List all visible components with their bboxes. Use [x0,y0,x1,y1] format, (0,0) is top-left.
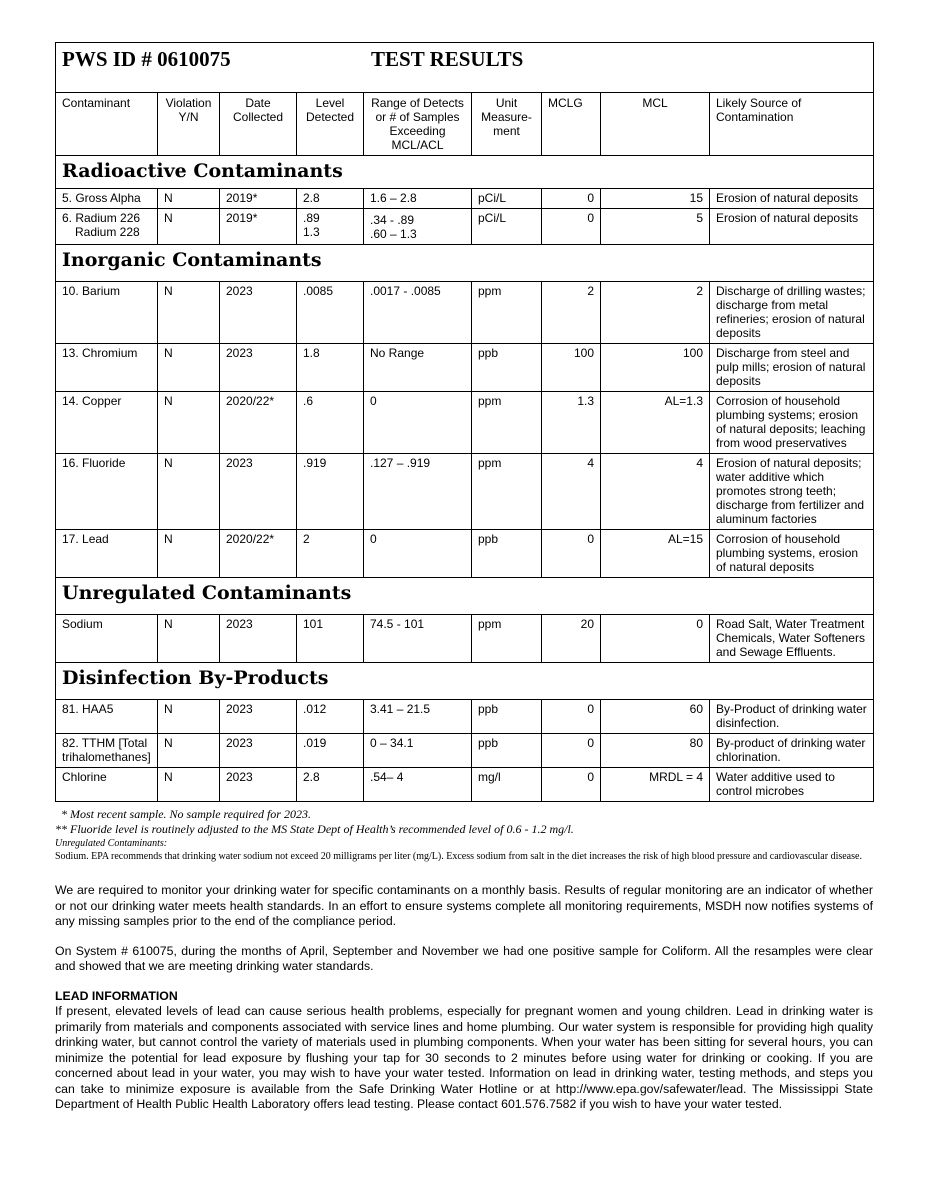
level-line: 1.3 [303,225,320,239]
cell-unit: ppb [472,530,542,578]
cell-mcl: MRDL = 4 [601,768,710,802]
footnote-unregulated-heading: Unregulated Contaminants: [55,838,168,849]
contaminant-line: 6. Radium 226 [62,211,141,225]
table-row [56,189,874,209]
cell-unit: ppm [472,454,542,530]
cell-source: Discharge from steel and pulp mills; erosion of natural deposits [710,344,874,392]
cell-unit: ppm [472,392,542,454]
table-row [56,768,874,802]
table-row [56,615,874,663]
section-dbp [56,663,874,700]
cell-mcl: AL=15 [601,530,710,578]
cell-source: Water additive used to control microbes [710,768,874,802]
level-line: .89 [303,211,320,225]
cell-mcl: 15 [601,189,710,209]
cell-mclg: 2 [542,282,601,344]
cell-date: 2023 [220,700,297,734]
section-heading: Radioactive Contaminants [56,156,874,189]
cell-mclg: 0 [542,768,601,802]
cell-contaminant: 10. Barium [56,282,158,344]
col-level: Level Detected [297,93,364,156]
coliform-paragraph: On System # 610075, during the months of April, September and November we had one positive sample for Coliform. All the resamples were clear and showed that we are meeting drinking water standards. [55,943,873,973]
cell-mclg: 1.3 [542,392,601,454]
test-results-table [55,42,874,802]
col-source: Likely Source of Contamination [710,93,874,156]
footnote-recent-sample: * Most recent sample. No sample required for 2023. [61,807,311,821]
cell-mcl: 4 [601,454,710,530]
footnote-fluoride: ** Fluoride level is routinely adjusted to the MS State Dept of Health’s recommended level of 0.6 - 1.2 mg/l. [55,822,574,836]
cell-contaminant: 17. Lead [56,530,158,578]
table-row [56,282,874,344]
cell-source: Erosion of natural deposits [710,189,874,209]
cell-source: By-product of drinking water chlorination. [710,734,874,768]
cell-source: Erosion of natural deposits; water additive which promotes strong teeth; discharge from fertilizer and aluminum factories [710,454,874,530]
col-date: Date Collected [220,93,297,156]
cell-range: 3.41 – 21.5 [364,700,472,734]
cell-violation: N [158,392,220,454]
range-line: .60 – 1.3 [370,227,417,241]
cell-mclg: 20 [542,615,601,663]
cell-mcl: 100 [601,344,710,392]
cell-unit: ppm [472,282,542,344]
cell-range: No Range [364,344,472,392]
cell-mclg: 0 [542,530,601,578]
col-contaminant: Contaminant [56,93,158,156]
cell-violation: N [158,344,220,392]
cell-date: 2023 [220,454,297,530]
cell-violation: N [158,189,220,209]
cell-contaminant: 82. TTHM [Total trihalomethanes] [56,734,158,768]
cell-source: Corrosion of household plumbing systems, erosion of natural deposits [710,530,874,578]
col-mclg: MCLG [542,93,601,156]
cell-range: 0 [364,530,472,578]
cell-date: 2019* [220,209,297,245]
pws-id: PWS ID # 0610075 [62,47,231,71]
cell-date: 2020/22* [220,392,297,454]
cell-unit: pCi/L [472,209,542,245]
table-row [56,530,874,578]
range-line: .34 - .89 [370,213,415,227]
cell-mclg: 0 [542,189,601,209]
cell-unit: ppm [472,615,542,663]
cell-level: 2.8 [297,189,364,209]
contaminant-line: Radium 228 [75,225,140,239]
cell-level: 101 [297,615,364,663]
cell-contaminant [56,209,158,245]
cell-violation: N [158,282,220,344]
cell-range [364,209,472,245]
section-unregulated [56,578,874,615]
cell-unit: mg/l [472,768,542,802]
cell-range: 0 – 34.1 [364,734,472,768]
title-row [56,43,874,93]
cell-range: .127 – .919 [364,454,472,530]
cell-level: .6 [297,392,364,454]
cell-source: Corrosion of household plumbing systems; erosion of natural deposits; leaching from wood preservatives [710,392,874,454]
table-row [56,392,874,454]
cell-date: 2019* [220,189,297,209]
cell-range: .0017 - .0085 [364,282,472,344]
cell-range: .54– 4 [364,768,472,802]
cell-contaminant: 81. HAA5 [56,700,158,734]
cell-level: 2 [297,530,364,578]
table-title: TEST RESULTS [371,47,524,71]
cell-unit: ppb [472,734,542,768]
cell-source: Road Salt, Water Treatment Chemicals, Water Softeners and Sewage Effluents. [710,615,874,663]
cell-contaminant: Chlorine [56,768,158,802]
cell-contaminant: 16. Fluoride [56,454,158,530]
table-row [56,454,874,530]
footnote-sodium: Sodium. EPA recommends that drinking water sodium not exceed 20 milligrams per liter (mg/L). Excess sodium from salt in the diet increases the risk of high blood pressure and cardiovascular disease. [55,851,862,862]
cell-violation: N [158,768,220,802]
col-range: Range of Detects or # of Samples Exceeding MCL/ACL [364,93,472,156]
cell-contaminant: 13. Chromium [56,344,158,392]
cell-source: Erosion of natural deposits [710,209,874,245]
cell-level: .012 [297,700,364,734]
lead-information-heading: LEAD INFORMATION [55,988,178,1003]
table-row [56,209,874,245]
table-row [56,734,874,768]
cell-contaminant: Sodium [56,615,158,663]
cell-date: 2023 [220,344,297,392]
monitoring-paragraph: We are required to monitor your drinking water for specific contaminants on a monthly basis. Results of regular monitoring are an indicator of whether or not our drinking water meets health standards. In an effort to ensure systems complete all monitoring requirements, MSDH now notifies systems of any missing samples prior to the end of the compliance period. [55,883,873,928]
cell-violation: N [158,734,220,768]
cell-level: .919 [297,454,364,530]
table-row [56,344,874,392]
cell-mclg: 0 [542,209,601,245]
cell-level: 2.8 [297,768,364,802]
column-header-row [56,93,874,156]
cell-mcl: 60 [601,700,710,734]
lead-information-paragraph: If present, elevated levels of lead can cause serious health problems, especially for pregnant women and young children. Lead in drinking water is primarily from materials and components associated with service lines and home plumbing. Our water system is responsible for providing high quality drinking water, but cannot control the variety of materials used in plumbing components. When your water has been sitting for several hours, you can minimize the potential for lead exposure by flushing your tap for 30 seconds to 2 minutes before using water for drinking or cooking. If you are concerned about lead in your water, you may wish to have your water tested. Information on lead in drinking water, testing methods, and steps you can take to minimize exposure is available from the Safe Drinking Water Hotline or at http://www.epa.gov/safewater/lead. The Mississippi State Department of Health Public Health Laboratory offers lead testing. Please contact 601.576.7582 if you wish to have your water tested. [55,1004,873,1111]
cell-source: Discharge of drilling wastes; discharge from metal refineries; erosion of natural deposits [710,282,874,344]
cell-range: 0 [364,392,472,454]
section-radioactive [56,156,874,189]
col-violation: Violation Y/N [158,93,220,156]
cell-mclg: 4 [542,454,601,530]
footnotes [55,807,873,863]
cell-mclg: 0 [542,700,601,734]
cell-level: .0085 [297,282,364,344]
cell-contaminant: 14. Copper [56,392,158,454]
cell-source: By-Product of drinking water disinfection. [710,700,874,734]
document-page [55,42,873,1113]
cell-date: 2020/22* [220,530,297,578]
section-heading: Unregulated Contaminants [56,578,874,615]
col-mcl: MCL [601,93,710,156]
cell-mcl: 5 [601,209,710,245]
cell-mcl: AL=1.3 [601,392,710,454]
cell-mclg: 0 [542,734,601,768]
cell-level: 1.8 [297,344,364,392]
table-row [56,700,874,734]
cell-mcl: 2 [601,282,710,344]
cell-unit: pCi/L [472,189,542,209]
cell-mclg: 100 [542,344,601,392]
cell-violation: N [158,615,220,663]
cell-level: .019 [297,734,364,768]
cell-violation: N [158,209,220,245]
cell-violation: N [158,454,220,530]
cell-date: 2023 [220,282,297,344]
col-unit: Unit Measure-ment [472,93,542,156]
cell-range: 74.5 - 101 [364,615,472,663]
cell-mcl: 0 [601,615,710,663]
cell-violation: N [158,700,220,734]
cell-unit: ppb [472,700,542,734]
cell-unit: ppb [472,344,542,392]
cell-date: 2023 [220,768,297,802]
cell-contaminant: 5. Gross Alpha [56,189,158,209]
cell-mcl: 80 [601,734,710,768]
cell-violation: N [158,530,220,578]
cell-date: 2023 [220,615,297,663]
cell-range: 1.6 – 2.8 [364,189,472,209]
section-inorganic [56,245,874,282]
cell-level [297,209,364,245]
cell-date: 2023 [220,734,297,768]
section-heading: Inorganic Contaminants [56,245,874,282]
section-heading: Disinfection By-Products [56,663,874,700]
